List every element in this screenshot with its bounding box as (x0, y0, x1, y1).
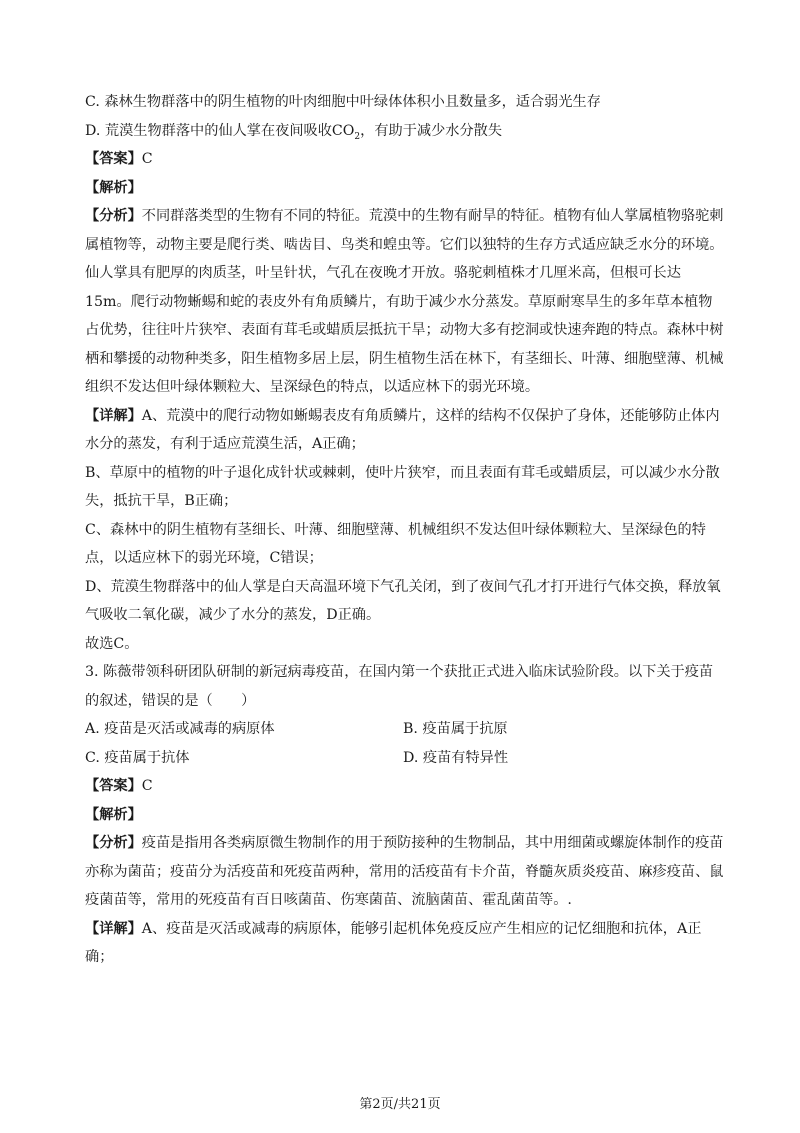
q3-option-b: B. 疫苗属于抗原 (403, 721, 508, 737)
q3-analysis-label: 【解析】 (85, 806, 142, 823)
answer-label: 【答案】 (85, 778, 142, 794)
q2-option-d: D. 荒漠生物群落中的仙人掌在夜间吸收$CO_2$，有助于减少水分散失 (85, 122, 503, 142)
document-page (85, 88, 725, 972)
q2-xiangjie-d: D、荒漠生物群落中的仙人掌是白天高温环境下气孔关闭，到了夜间气孔才打开进行气体交换，释放氧气吸收二氧化碳，减少了水分的蒸发，D正确。 (85, 578, 721, 623)
q3-option-a: A. 疫苗是灭活或减毒的病原体 (85, 721, 275, 737)
q2-fenxi: 【分析】不同群落类型的生物有不同的特征。荒漠中的生物有耐旱的特征。植物有仙人掌属植物骆驼刺属植物等，动物主要是爬行类、啮齿目、鸟类和蝗虫等。它们以独特的生存方式适应缺乏水分的环境。仙人掌具有肥厚的肉质茎，叶呈针状，气孔在夜晚才开放。骆驼刺植株才几厘米高，但根可长达15m。爬行动物蜥蜴和蛇的表皮外有角质鳞片，有助于减少水分蒸发。草原耐寒旱生的多年草本植物占优势，往往叶片狭窄、表面有茸毛或蜡质层抵抗干旱；动物大多有挖洞或快速奔跑的特点。森林中树栖和攀援的动物种类多，阳生植物多居上层，阴生植物生活在林下，有茎细长、叶薄、细胞壁薄、机械组织不发达但叶绿体颗粒大、呈深绿色的特点，以适应林下的弱光环境。 (85, 208, 724, 395)
page-number: 第2页/共21页 (359, 1097, 441, 1112)
q3-options-row-1 (85, 715, 725, 744)
q3-option-d: D. 疫苗有特异性 (403, 749, 509, 766)
q3-xiangjie-a: 【详解】A、疫苗是灭活或减毒的病原体，能够引起机体免疫反应产生相应的记忆细胞和抗体，A正确； (85, 920, 702, 965)
q2-option-c: C. 森林生物群落中的阴生植物的叶肉细胞中叶绿体体积小且数量多，适合弱光生存 (85, 94, 601, 110)
q3-options-row-2 (85, 744, 725, 773)
q2-analysis-label: 【解析】 (85, 179, 142, 196)
q3-fenxi: 【分析】疫苗是指用各类病原微生物制作的用于预防接种的生物制品，其中用细菌或螺旋体制作的疫苗亦称为菌苗；疫苗分为活疫苗和死疫苗两种，常用的活疫苗有卡介苗，脊髓灰质炎疫苗、麻疹疫苗、鼠疫菌苗等，常用的死疫苗有百日咳菌苗、伤寒菌苗、流脑菌苗、霍乱菌苗等。. (85, 835, 724, 908)
q2-xiangjie-c: C、森林中的阴生植物有茎细长、叶薄、细胞壁薄、机械组织不发达但叶绿体颗粒大、呈深绿色的特点，以适应林下的弱光环境，C错误； (85, 521, 706, 566)
q2-xiangjie-b: B、草原中的植物的叶子退化成针状或棘刺，使叶片狭窄，而且表面有茸毛或蜡质层，可以减少水分散失，抵抗干旱，B正确； (85, 464, 720, 509)
q3-stem: 3. 陈薇带领科研团队研制的新冠病毒疫苗，在国内第一个获批正式进入临床试验阶段。以下关于疫苗的叙述，错误的是（ ） (85, 664, 714, 709)
q2-xiangjie-a: 【详解】A、荒漠中的爬行动物如蜥蜴表皮有角质鳞片，这样的结构不仅保护了身体，还能够防止体内水分的蒸发，有利于适应荒漠生活，A正确； (85, 407, 720, 452)
q3-answer: 【答案】C (85, 778, 153, 794)
q2-answer: 【答案】C (85, 151, 153, 167)
q2-conclusion: 故选C。 (85, 635, 139, 652)
q3-option-c: C. 疫苗属于抗体 (85, 749, 190, 766)
answer-label: 【答案】 (85, 151, 142, 167)
